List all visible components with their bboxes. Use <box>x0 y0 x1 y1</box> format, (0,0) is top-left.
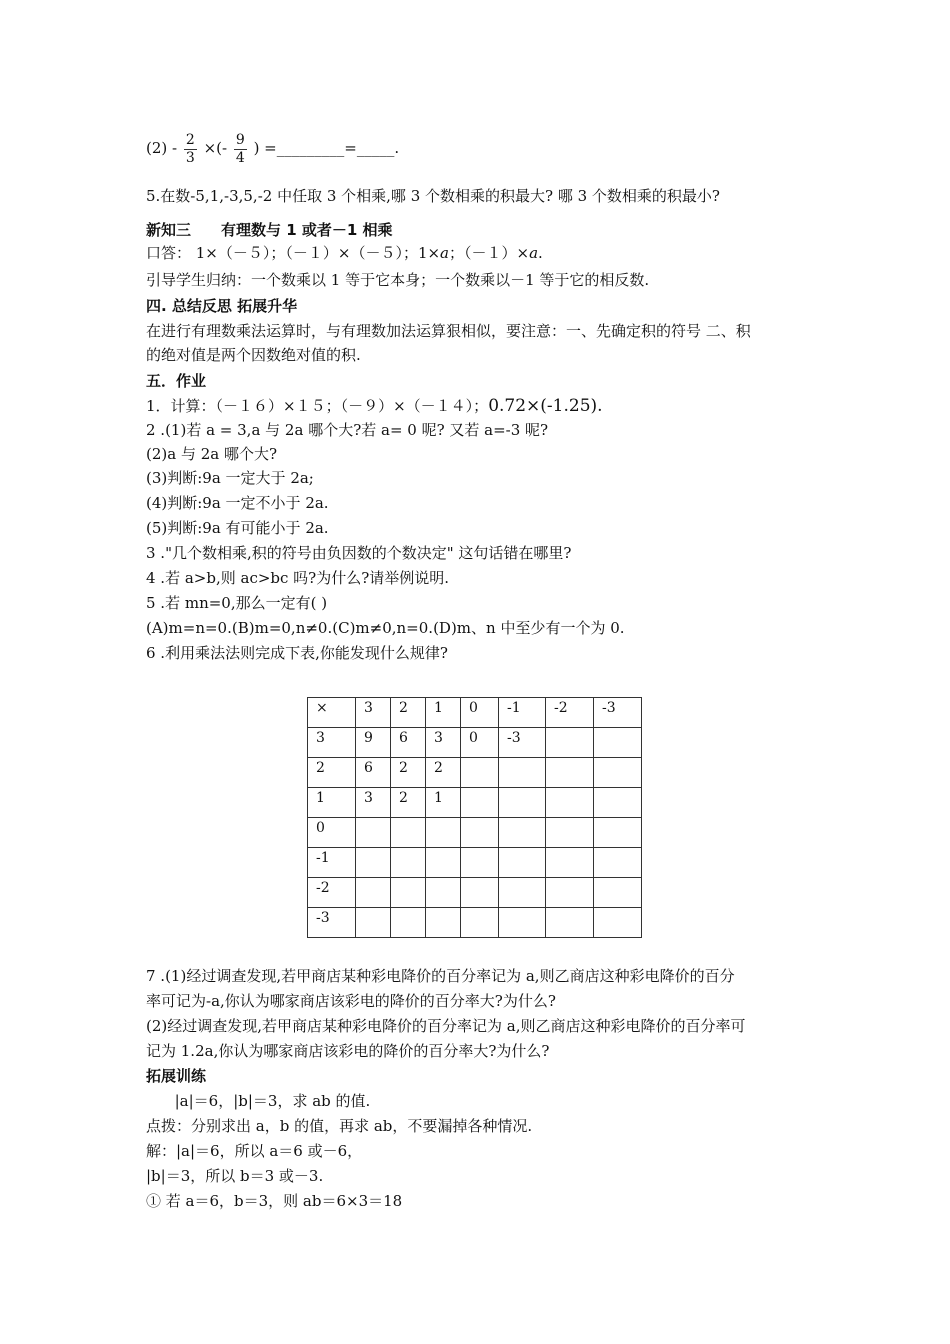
table-cell <box>499 878 546 908</box>
table-cell <box>356 908 391 938</box>
homework-2-line: (5)判断:9a 有可能小于 2a. <box>146 519 329 537</box>
table-cell: 6 <box>356 758 391 788</box>
table-cell <box>546 728 594 758</box>
homework-2-line: (2)a 与 2a 哪个大? <box>146 445 278 463</box>
table-cell <box>356 878 391 908</box>
table-cell <box>594 848 642 878</box>
homework-7-line: 7 .(1)经过调查发现,若甲商店某种彩电降价的百分率记为 a,则乙商店这种彩电降价的百分 <box>146 967 735 985</box>
table-cell: -1 <box>499 698 546 728</box>
extension-solution-3: ① 若 a＝6，b＝3，则 ab＝6×3＝18 <box>146 1192 403 1210</box>
table-cell <box>391 848 426 878</box>
fraction-nine-fourths: $\frac{9}{4}$ <box>235 131 245 166</box>
table-cell <box>461 878 499 908</box>
q2-prefix: (2) - <box>146 139 178 157</box>
homework-5: 5 .若 mn=0,那么一定有( ) <box>146 594 328 612</box>
table-cell: 6 <box>391 728 426 758</box>
homework-2-line: (3)判断:9a 一定大于 2a; <box>146 469 314 487</box>
table-cell: 3 <box>356 788 391 818</box>
table-cell: 3 <box>356 698 391 728</box>
table-cell <box>594 908 642 938</box>
table-row <box>308 758 642 788</box>
section-new-knowledge-3: 新知三 有理数与 1 或者－1 相乘 <box>146 221 393 239</box>
table-cell <box>546 758 594 788</box>
extension-hint: 点拨：分别求出 a，b 的值，再求 ab，不要漏掉各种情况. <box>146 1117 533 1135</box>
table-cell: -3 <box>594 698 642 728</box>
table-cell <box>461 908 499 938</box>
table-cell: × <box>308 698 356 728</box>
table-cell <box>594 878 642 908</box>
table-cell <box>594 788 642 818</box>
q2-suffix: ) =_________=_____. <box>253 139 400 157</box>
table-cell: 1 <box>308 788 356 818</box>
table-cell <box>461 758 499 788</box>
table-row <box>308 728 642 758</box>
table-cell <box>594 818 642 848</box>
extension-problem: |a|＝6，|b|＝3，求 ab 的值. <box>146 1092 371 1110</box>
table-row <box>308 848 642 878</box>
table-cell: -1 <box>308 848 356 878</box>
table-cell <box>546 848 594 878</box>
table-cell <box>594 758 642 788</box>
extension-solution-2: |b|＝3，所以 b＝3 或－3. <box>146 1167 324 1185</box>
homework-5-options: (A)m=n=0.(B)m=0,n≠0.(C)m≠0,n=0.(D)m、n 中至少有一个为 0. <box>146 619 625 637</box>
table-cell: -2 <box>546 698 594 728</box>
table-cell: 3 <box>308 728 356 758</box>
homework-1: 1．计算：（－１６）×１５；（－９）×（－１４）；0.72×(-1.25). <box>146 396 603 416</box>
table-cell: 2 <box>391 758 426 788</box>
table-cell <box>594 728 642 758</box>
table-row <box>308 908 642 938</box>
homework-3: 3 ."几个数相乘,积的符号由负因数的个数决定" 这句话错在哪里? <box>146 544 572 562</box>
table-cell: 3 <box>426 728 461 758</box>
section-4-heading: 四. 总结反思 拓展升华 <box>146 297 298 315</box>
guide-summary: 引导学生归纳：一个数乘以 1 等于它本身；一个数乘以－1 等于它的相反数. <box>146 271 650 289</box>
table-cell <box>391 878 426 908</box>
q2-mid: ×(- <box>203 139 228 157</box>
table-cell <box>499 788 546 818</box>
table-row <box>308 878 642 908</box>
table-cell <box>546 788 594 818</box>
table-cell: 9 <box>356 728 391 758</box>
table-cell <box>461 848 499 878</box>
table-cell <box>499 848 546 878</box>
table-cell: 2 <box>391 698 426 728</box>
table-cell <box>391 818 426 848</box>
table-cell <box>546 878 594 908</box>
table-cell: 0 <box>461 698 499 728</box>
multiplication-table <box>307 697 642 938</box>
section-5-heading: 五．作业 <box>146 372 207 390</box>
table-cell <box>426 848 461 878</box>
table-cell <box>499 758 546 788</box>
table-cell <box>391 908 426 938</box>
extension-solution-1: 解：|a|＝6，所以 a＝6 或－6， <box>146 1142 363 1160</box>
table-cell <box>356 818 391 848</box>
homework-6: 6 .利用乘法法则完成下表,你能发现什么规律? <box>146 644 448 662</box>
table-row <box>308 818 642 848</box>
homework-7-line: 率可记为-a,你认为哪家商店该彩电的降价的百分率大?为什么? <box>146 992 556 1010</box>
homework-2-line: 2 .(1)若 a = 3,a 与 2a 哪个大?若 a= 0 呢? 又若 a=-3 呢? <box>146 421 549 439</box>
summary-line-1: 在进行有理数乘法运算时，与有理数加法运算狠相似，要注意：一、先确定积的符号 二、积 <box>146 322 751 340</box>
table-cell: 1 <box>426 698 461 728</box>
summary-line-2: 的绝对值是两个因数绝对值的积. <box>146 346 361 364</box>
table-header-row <box>308 698 642 728</box>
table-cell <box>426 878 461 908</box>
question-5: 5.在数-5,1,-3,5,-2 中任取 3 个相乘,哪 3 个数相乘的积最大? 哪 3 个数相乘的积最小? <box>146 187 720 205</box>
question-2-line <box>146 128 399 168</box>
table-cell <box>461 788 499 818</box>
table-cell <box>546 908 594 938</box>
table-cell: -3 <box>499 728 546 758</box>
table-cell <box>426 818 461 848</box>
table-cell: 0 <box>308 818 356 848</box>
homework-4: 4 .若 a>b,则 ac>bc 吗?为什么?请举例说明. <box>146 569 450 587</box>
table-cell <box>356 848 391 878</box>
extension-heading: 拓展训练 <box>146 1067 207 1085</box>
table-cell: -3 <box>308 908 356 938</box>
table-row <box>308 788 642 818</box>
table-cell: 0 <box>461 728 499 758</box>
table-cell: 2 <box>308 758 356 788</box>
table-cell: 2 <box>426 758 461 788</box>
table-cell <box>426 908 461 938</box>
table-cell <box>461 818 499 848</box>
table-cell <box>499 908 546 938</box>
oral-answer: 口答： 1×（－５）；（－１）×（－５）；1×𝑎；（－１）×𝑎. <box>146 244 543 262</box>
table-cell: 2 <box>391 788 426 818</box>
table-cell: 1 <box>426 788 461 818</box>
homework-2-line: (4)判断:9a 一定不小于 2a. <box>146 494 329 512</box>
homework-7-line: 记为 1.2a,你认为哪家商店该彩电的降价的百分率大?为什么? <box>146 1042 550 1060</box>
table-cell: -2 <box>308 878 356 908</box>
table-cell <box>499 818 546 848</box>
table-cell <box>546 818 594 848</box>
fraction-two-thirds: $\frac{2}{3}$ <box>185 131 195 166</box>
homework-7-line: (2)经过调查发现,若甲商店某种彩电降价的百分率记为 a,则乙商店这种彩电降价的百分率可 <box>146 1017 746 1035</box>
